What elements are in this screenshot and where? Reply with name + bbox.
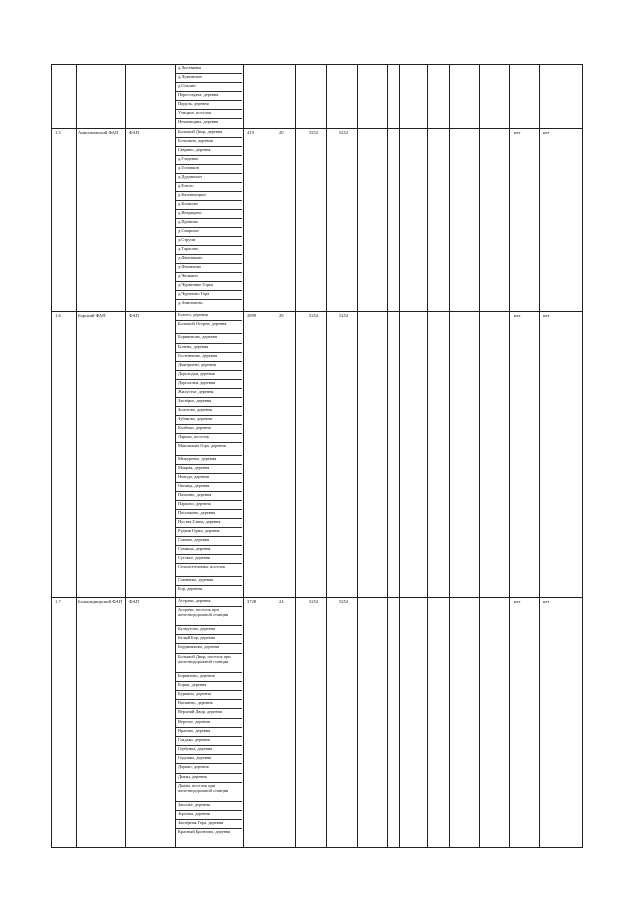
village-cell: Поплаково, деревня: [178, 510, 216, 515]
village-cell: Васкнево, деревня: [178, 700, 213, 705]
row-number: 1.6: [55, 313, 61, 318]
village-cell: Борвинтово, деревня: [178, 334, 217, 339]
row-separator: [51, 311, 583, 312]
village-cell: Сливнево, деревня: [178, 577, 214, 582]
village-cell: Буркино, деревня: [178, 691, 211, 696]
village-cell: Гладько, деревня: [178, 737, 210, 742]
village-cell: Новодо, деревня: [178, 474, 209, 479]
facility-type: ФАП: [129, 313, 139, 318]
village-cell: Утицкое, поселок: [178, 110, 212, 115]
facility-type: ФАП: [129, 130, 139, 135]
village-cell: Бочалино, деревня: [178, 138, 213, 143]
row-number: 1.5: [55, 130, 61, 135]
village-cell: Зубаково, деревня: [178, 416, 212, 421]
village-cell: Большой Остров, деревня: [178, 321, 227, 326]
column-divider: [326, 64, 327, 848]
village-cell: Дорогодьи, деревня: [178, 371, 215, 376]
column-divider: [357, 64, 358, 848]
row-number: 1.7: [55, 599, 61, 604]
village-cell: Астрачи, деревня: [178, 598, 211, 603]
value-col5: 20: [279, 130, 284, 135]
village-cell: Бор, деревня: [178, 586, 202, 591]
village-cell: Пересоздача, деревня: [178, 92, 219, 97]
village-cell: Поруль, деревня: [178, 101, 209, 106]
village-cell: Жилустье, деревня: [178, 389, 214, 394]
village-cell: Заозёрная Гора, деревня: [178, 820, 224, 825]
village-cell: Заозёрье, деревня: [178, 398, 212, 403]
village-cell: Горбунка, деревня: [178, 746, 213, 751]
value-col7: 5252: [339, 599, 349, 604]
village-cell: д.Листвянка: [178, 65, 201, 70]
village-cell: Бердникково, деревня: [178, 644, 219, 649]
village-cell: Дымы, деревня: [178, 774, 207, 779]
value-col-a: нет: [514, 313, 521, 318]
village-cell: Большой Двор, поселок при железнодорожной станции: [178, 654, 231, 664]
table-border-top: [51, 64, 583, 65]
village-cell: д.Чурилово Гора: [178, 291, 210, 296]
village-cell: д.Чичкино: [178, 273, 198, 278]
value-col6: 5252: [309, 313, 319, 318]
village-cell: Пустая Глина, деревня: [178, 519, 221, 524]
value-col7: 5252: [339, 130, 349, 135]
table-border-left: [51, 64, 52, 848]
village-cell: Колбеки, деревня: [178, 425, 211, 430]
village-cell: д.Климово: [178, 201, 199, 206]
village-cell: Бохото, деревня: [178, 312, 208, 317]
village-cell: Горушка, деревня: [178, 755, 212, 760]
village-cell: Дымы, поселок при железнодорожной станции: [178, 783, 229, 793]
row-separator: [51, 597, 583, 598]
village-cell: Зорочка, деревня: [178, 811, 210, 816]
village-cell: Рудная Горка, деревня: [178, 528, 220, 533]
village-cell: Астрачи, поселок при железнодорожной станции: [178, 607, 229, 617]
table-border-right: [582, 64, 583, 848]
village-cell: д.Дудинахон: [178, 174, 202, 179]
village-cell: Сливно, деревня: [178, 537, 210, 542]
village-cell: Вратово, деревня: [178, 728, 211, 733]
village-cell: Бочено, деревня: [178, 344, 209, 349]
village-cell: д.Филипково: [178, 255, 203, 260]
village-cell: Балмутово, деревня: [178, 626, 215, 631]
facility-name: Большедворский ФАП: [78, 599, 123, 604]
village-cell: Большой Двор, деревня: [178, 129, 223, 134]
value-col-a: нет: [514, 130, 521, 135]
village-cell: Парково, деревня: [178, 501, 211, 506]
village-cell: Борвитово, деревня: [178, 673, 215, 678]
column-divider: [243, 64, 244, 848]
village-cell: Белый Бор, деревня: [178, 635, 215, 640]
column-divider: [539, 64, 540, 848]
village-cell: д.Чурвечиво Горка: [178, 282, 213, 287]
value-col6: 5252: [309, 130, 319, 135]
village-cell: д.Калинчицкое: [178, 192, 207, 197]
village-cell: д.Пронино: [178, 219, 199, 224]
column-divider: [399, 64, 400, 848]
village-cell: Дмитриево, деревня: [178, 362, 216, 367]
village-cell: д.Елюзо: [178, 183, 194, 188]
value-col5: 29: [279, 313, 284, 318]
village-cell: Красный Бронзово, деревня: [178, 829, 231, 834]
village-cell: д.Головкин: [178, 165, 199, 170]
village-cell: д.Неаридено: [178, 210, 202, 215]
column-divider: [387, 64, 388, 848]
column-divider: [479, 64, 480, 848]
village-cell: Окница, деревня: [178, 483, 210, 488]
column-divider: [427, 64, 428, 848]
village-cell: д.Гладенко: [178, 156, 199, 161]
facility-name: Борский ФАП: [78, 313, 106, 318]
value-col-b: нет: [543, 130, 550, 135]
village-cell: Гаврино, деревня: [178, 147, 211, 152]
table-border-bottom: [51, 847, 583, 848]
village-cell: Веретье, деревня: [178, 719, 210, 724]
column-divider: [509, 64, 510, 848]
value-col7: 5252: [339, 313, 349, 318]
value-col5: 24: [279, 599, 284, 604]
village-cell: Дорогалки, деревня: [178, 380, 216, 385]
village-cell: Верхний Двор, деревня: [178, 709, 222, 714]
village-cell: Сугокье, деревня: [178, 555, 210, 560]
village-cell: Борки, деревня: [178, 682, 207, 687]
village-cell: д.Анисимово: [178, 300, 203, 305]
village-cell: д.Струпи: [178, 237, 196, 242]
column-divider: [76, 64, 77, 848]
village-cell: д.Фомилино: [178, 264, 202, 269]
value-col-b: нет: [543, 599, 550, 604]
village-cell: д.Ольхин: [178, 83, 196, 88]
village-cell: Гостинчино, деревня: [178, 353, 218, 358]
row-separator: [51, 128, 583, 129]
facility-name: Анисимовский ФАП: [78, 130, 119, 135]
population: 3728: [247, 599, 257, 604]
data-table: [51, 64, 583, 848]
village-cell: д.Смарпью: [178, 228, 199, 233]
village-cell: д.Тарасово: [178, 246, 199, 251]
village-cell: Максимовa Гора, деревня: [178, 443, 226, 448]
population: 2899: [247, 313, 257, 318]
village-cell: Палкино, деревня: [178, 492, 212, 497]
village-cell: Ларьки, поселок: [178, 434, 209, 439]
village-cell: Дорьво, деревня: [178, 764, 209, 769]
population: 419: [247, 130, 254, 135]
village-cell: Заполье, деревня: [178, 802, 210, 807]
village-cell: д.Лужинское: [178, 74, 203, 79]
village-cell: Нечаевщина, деревня: [178, 119, 219, 124]
village-cell: Сельхозтехника, поселок: [178, 564, 226, 569]
facility-type: ФАП: [129, 599, 139, 604]
village-cell: Золотово, деревня: [178, 407, 212, 412]
column-divider: [449, 64, 450, 848]
column-divider: [125, 64, 126, 848]
value-col6: 5252: [309, 599, 319, 604]
village-cell: Межуречье, деревня: [178, 456, 217, 461]
column-divider: [295, 64, 296, 848]
village-cell: Сомицы, деревня: [178, 546, 211, 551]
value-col-b: нет: [543, 313, 550, 318]
value-col-a: нет: [514, 599, 521, 604]
village-cell: Мокрая, деревня: [178, 465, 210, 470]
